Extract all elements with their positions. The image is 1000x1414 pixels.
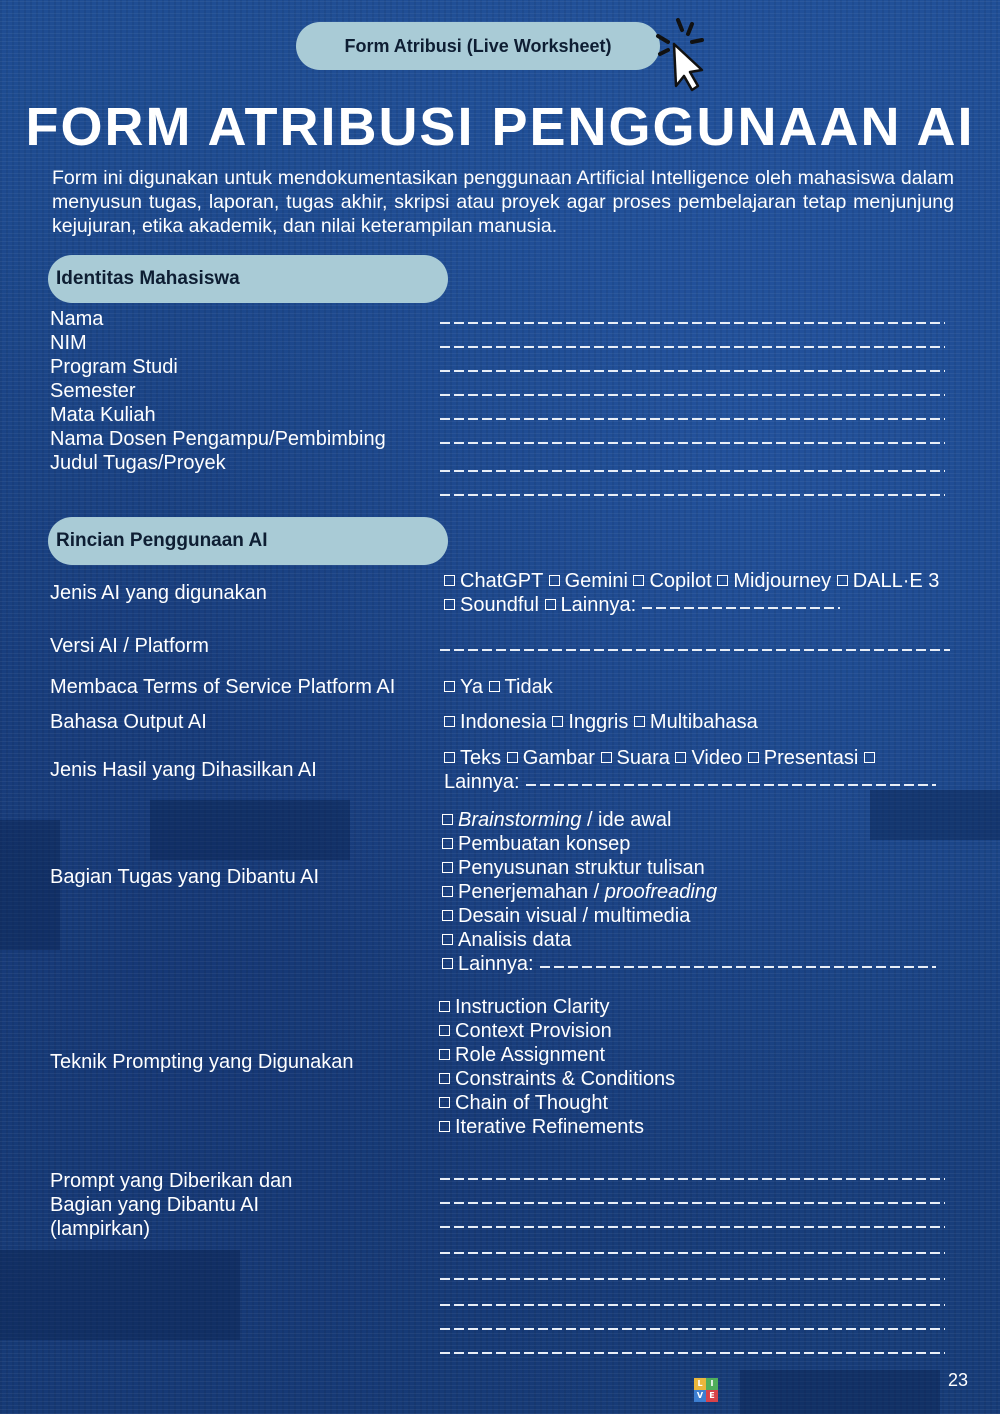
section-heading-text: Rincian Penggunaan AI — [56, 530, 268, 551]
lainnya-input-line[interactable] — [642, 607, 840, 609]
checkbox-teknik[interactable] — [439, 1025, 450, 1036]
checkbox-penerjemahan[interactable] — [442, 886, 453, 897]
option-chain-of-thought: Chain of Thought — [455, 1092, 609, 1114]
background-patch — [870, 790, 1000, 840]
prompt-input-line[interactable] — [440, 1352, 945, 1354]
checkbox-suara[interactable] — [601, 752, 612, 763]
worksheet-label: Form Atribusi (Live Worksheet) — [344, 35, 612, 56]
identitas-labels — [50, 307, 386, 475]
prompt-input-line[interactable] — [440, 1278, 945, 1280]
jenis-ai-label: Jenis AI yang digunakan — [50, 582, 267, 604]
option-konsep: Pembuatan konsep — [458, 833, 631, 855]
checkbox-chatgpt[interactable] — [444, 575, 455, 586]
option-gemini: Gemini — [564, 570, 628, 592]
teknik-label: Teknik Prompting yang Digunakan — [50, 1051, 354, 1073]
tos-label: Membaca Terms of Service Platform AI — [50, 676, 396, 698]
judul-input-line[interactable] — [440, 470, 945, 472]
option-midjourney: Midjourney — [733, 570, 832, 592]
option-presentasi: Presentasi — [763, 747, 859, 769]
checkbox-teknik[interactable] — [439, 1097, 450, 1108]
option-instruction-clarity: Instruction Clarity — [455, 996, 610, 1018]
option-copilot: Copilot — [649, 570, 712, 592]
checkbox-konsep[interactable] — [442, 838, 453, 849]
hasil-options-row2 — [444, 770, 936, 794]
jenis-ai-options-row1 — [444, 569, 939, 593]
checkbox-gambar[interactable] — [507, 752, 518, 763]
option-inggris: Inggris — [568, 711, 629, 733]
bagian-option-7 — [442, 952, 936, 976]
checkbox-lainnya[interactable] — [545, 599, 556, 610]
checkbox-teknik[interactable] — [439, 1049, 450, 1060]
option-tidak: Tidak — [504, 676, 553, 698]
checkbox-presentasi[interactable] — [748, 752, 759, 763]
section-heading-identitas — [48, 255, 448, 303]
option-suara: Suara — [616, 747, 670, 769]
checkbox-brainstorming[interactable] — [442, 814, 453, 825]
option-role-assignment: Role Assignment — [455, 1044, 606, 1066]
prompt-label-line2: Bagian yang Dibantu AI — [50, 1194, 260, 1216]
bagian-lainnya-input-line[interactable] — [540, 966, 936, 968]
checkbox-video[interactable] — [675, 752, 686, 763]
option-soundful: Soundful — [460, 594, 539, 616]
bagian-option-6 — [442, 928, 571, 952]
prompt-label-line3: (lampirkan) — [50, 1218, 151, 1240]
option-penerjemahan: Penerjemahan / — [458, 881, 605, 903]
prompt-label-line1: Prompt yang Diberikan dan — [50, 1170, 293, 1192]
bagian-option-3 — [442, 856, 705, 880]
section-heading-rincian — [48, 517, 448, 565]
bagian-option-5 — [442, 904, 690, 928]
checkbox-gemini[interactable] — [549, 575, 560, 586]
logo-letter: V — [694, 1390, 706, 1402]
checkbox-inggris[interactable] — [552, 716, 563, 727]
background-patch — [740, 1370, 940, 1414]
checkbox-copilot[interactable] — [633, 575, 644, 586]
option-iterative-refinements: Iterative Refinements — [455, 1116, 644, 1138]
teknik-option — [439, 1043, 605, 1067]
field-label-nim: NIM — [50, 332, 87, 354]
option-teks: Teks — [460, 747, 502, 769]
cursor-click-icon — [648, 14, 708, 94]
teknik-option — [439, 1115, 644, 1139]
judul-input-line-2[interactable] — [440, 494, 945, 496]
bagian-option-2 — [442, 832, 630, 856]
versi-input-line[interactable] — [440, 649, 950, 651]
hasil-label: Jenis Hasil yang Dihasilkan AI — [50, 759, 317, 781]
checkbox-midjourney[interactable] — [717, 575, 728, 586]
option-hasil-lainnya: Lainnya: — [444, 771, 520, 793]
field-label-program-studi: Program Studi — [50, 356, 178, 378]
option-struktur: Penyusunan struktur tulisan — [458, 857, 705, 879]
live-logo-icon — [694, 1378, 718, 1402]
option-gambar: Gambar — [522, 747, 595, 769]
prompt-input-line[interactable] — [440, 1226, 945, 1228]
program-studi-input-line[interactable] — [440, 370, 945, 372]
option-indonesia: Indonesia — [460, 711, 547, 733]
jenis-ai-options-row2 — [444, 593, 840, 617]
bagian-label: Bagian Tugas yang Dibantu AI — [50, 866, 320, 888]
checkbox-soundful[interactable] — [444, 599, 455, 610]
option-context-provision: Context Provision — [455, 1020, 612, 1042]
logo-letter: L — [694, 1378, 706, 1390]
checkbox-multibahasa[interactable] — [634, 716, 645, 727]
nim-input-line[interactable] — [440, 346, 945, 348]
teknik-option — [439, 1067, 675, 1091]
option-dalle: DALL·E 3 — [852, 570, 940, 592]
checkbox-tidak[interactable] — [489, 681, 500, 692]
hasil-options-row1 — [444, 746, 880, 770]
option-multibahasa: Multibahasa — [649, 711, 758, 733]
field-label-semester: Semester — [50, 380, 136, 402]
option-analisis: Analisis data — [458, 929, 572, 951]
background-patch — [150, 800, 350, 860]
field-label-mata-kuliah: Mata Kuliah — [50, 404, 156, 426]
page-number: 23 — [948, 1370, 969, 1390]
option-brainstorming: Brainstorming — [458, 809, 582, 831]
checkbox-hasil-lainnya[interactable] — [864, 752, 875, 763]
field-label-nama: Nama — [50, 308, 104, 330]
option-video: Video — [691, 747, 743, 769]
nama-input-line[interactable] — [440, 322, 945, 324]
section-heading-text: Identitas Mahasiswa — [56, 268, 240, 289]
option-constraints: Constraints & Conditions — [455, 1068, 676, 1090]
option-brainstorming-rest: / ide awal — [581, 809, 672, 831]
prompt-input-line[interactable] — [440, 1328, 945, 1330]
option-desain: Desain visual / multimedia — [458, 905, 691, 927]
bagian-option-1 — [442, 808, 671, 832]
semester-input-line[interactable] — [440, 394, 945, 396]
tos-options — [444, 675, 553, 699]
hasil-lainnya-input-line[interactable] — [526, 784, 936, 786]
checkbox-bagian-lainnya[interactable] — [442, 958, 453, 969]
mata-kuliah-input-line[interactable] — [440, 418, 945, 420]
teknik-option — [439, 995, 610, 1019]
bahasa-label: Bahasa Output AI — [50, 711, 207, 733]
option-lainnya: Lainnya: — [560, 594, 637, 616]
checkbox-indonesia[interactable] — [444, 716, 455, 727]
teknik-option — [439, 1019, 612, 1043]
prompt-input-line[interactable] — [440, 1304, 945, 1306]
dosen-input-line[interactable] — [440, 442, 945, 444]
checkbox-teknik[interactable] — [439, 1073, 450, 1084]
checkbox-analisis[interactable] — [442, 934, 453, 945]
background-patch — [0, 1250, 240, 1340]
field-label-judul: Judul Tugas/Proyek — [50, 452, 226, 474]
bahasa-options — [444, 710, 758, 734]
checkbox-desain[interactable] — [442, 910, 453, 921]
checkbox-teks[interactable] — [444, 752, 455, 763]
checkbox-dalle[interactable] — [837, 575, 848, 586]
page-title: FORM ATRIBUSI PENGGUNAAN AI — [25, 97, 975, 157]
option-bagian-lainnya: Lainnya: — [458, 953, 534, 975]
checkbox-teknik[interactable] — [439, 1001, 450, 1012]
checkbox-teknik[interactable] — [439, 1121, 450, 1132]
versi-label: Versi AI / Platform — [50, 635, 209, 657]
prompt-input-line[interactable] — [440, 1252, 945, 1254]
option-proofreading: proofreading — [604, 881, 718, 903]
teknik-option — [439, 1091, 608, 1115]
field-label-dosen: Nama Dosen Pengampu/Pembimbing — [50, 428, 386, 450]
worksheet-label-pill — [296, 22, 660, 70]
prompt-input-line[interactable] — [440, 1202, 945, 1204]
logo-letter: I — [706, 1378, 718, 1390]
logo-letter: E — [706, 1390, 718, 1402]
checkbox-ya[interactable] — [444, 681, 455, 692]
bagian-option-4 — [442, 880, 717, 904]
option-ya: Ya — [460, 676, 483, 698]
option-chatgpt: ChatGPT — [460, 570, 543, 592]
checkbox-struktur[interactable] — [442, 862, 453, 873]
prompt-input-line[interactable] — [440, 1178, 945, 1180]
intro-paragraph: Form ini digunakan untuk mendokumentasikan penggunaan Artificial Intelligence oleh mahasiswa dalam menyusun tugas, laporan, tugas akhir, skripsi atau proyek agar proses pembelajaran tetap menjunjung kejujuran, etika akademik, dan nilai keterampilan manusia. — [52, 167, 954, 237]
